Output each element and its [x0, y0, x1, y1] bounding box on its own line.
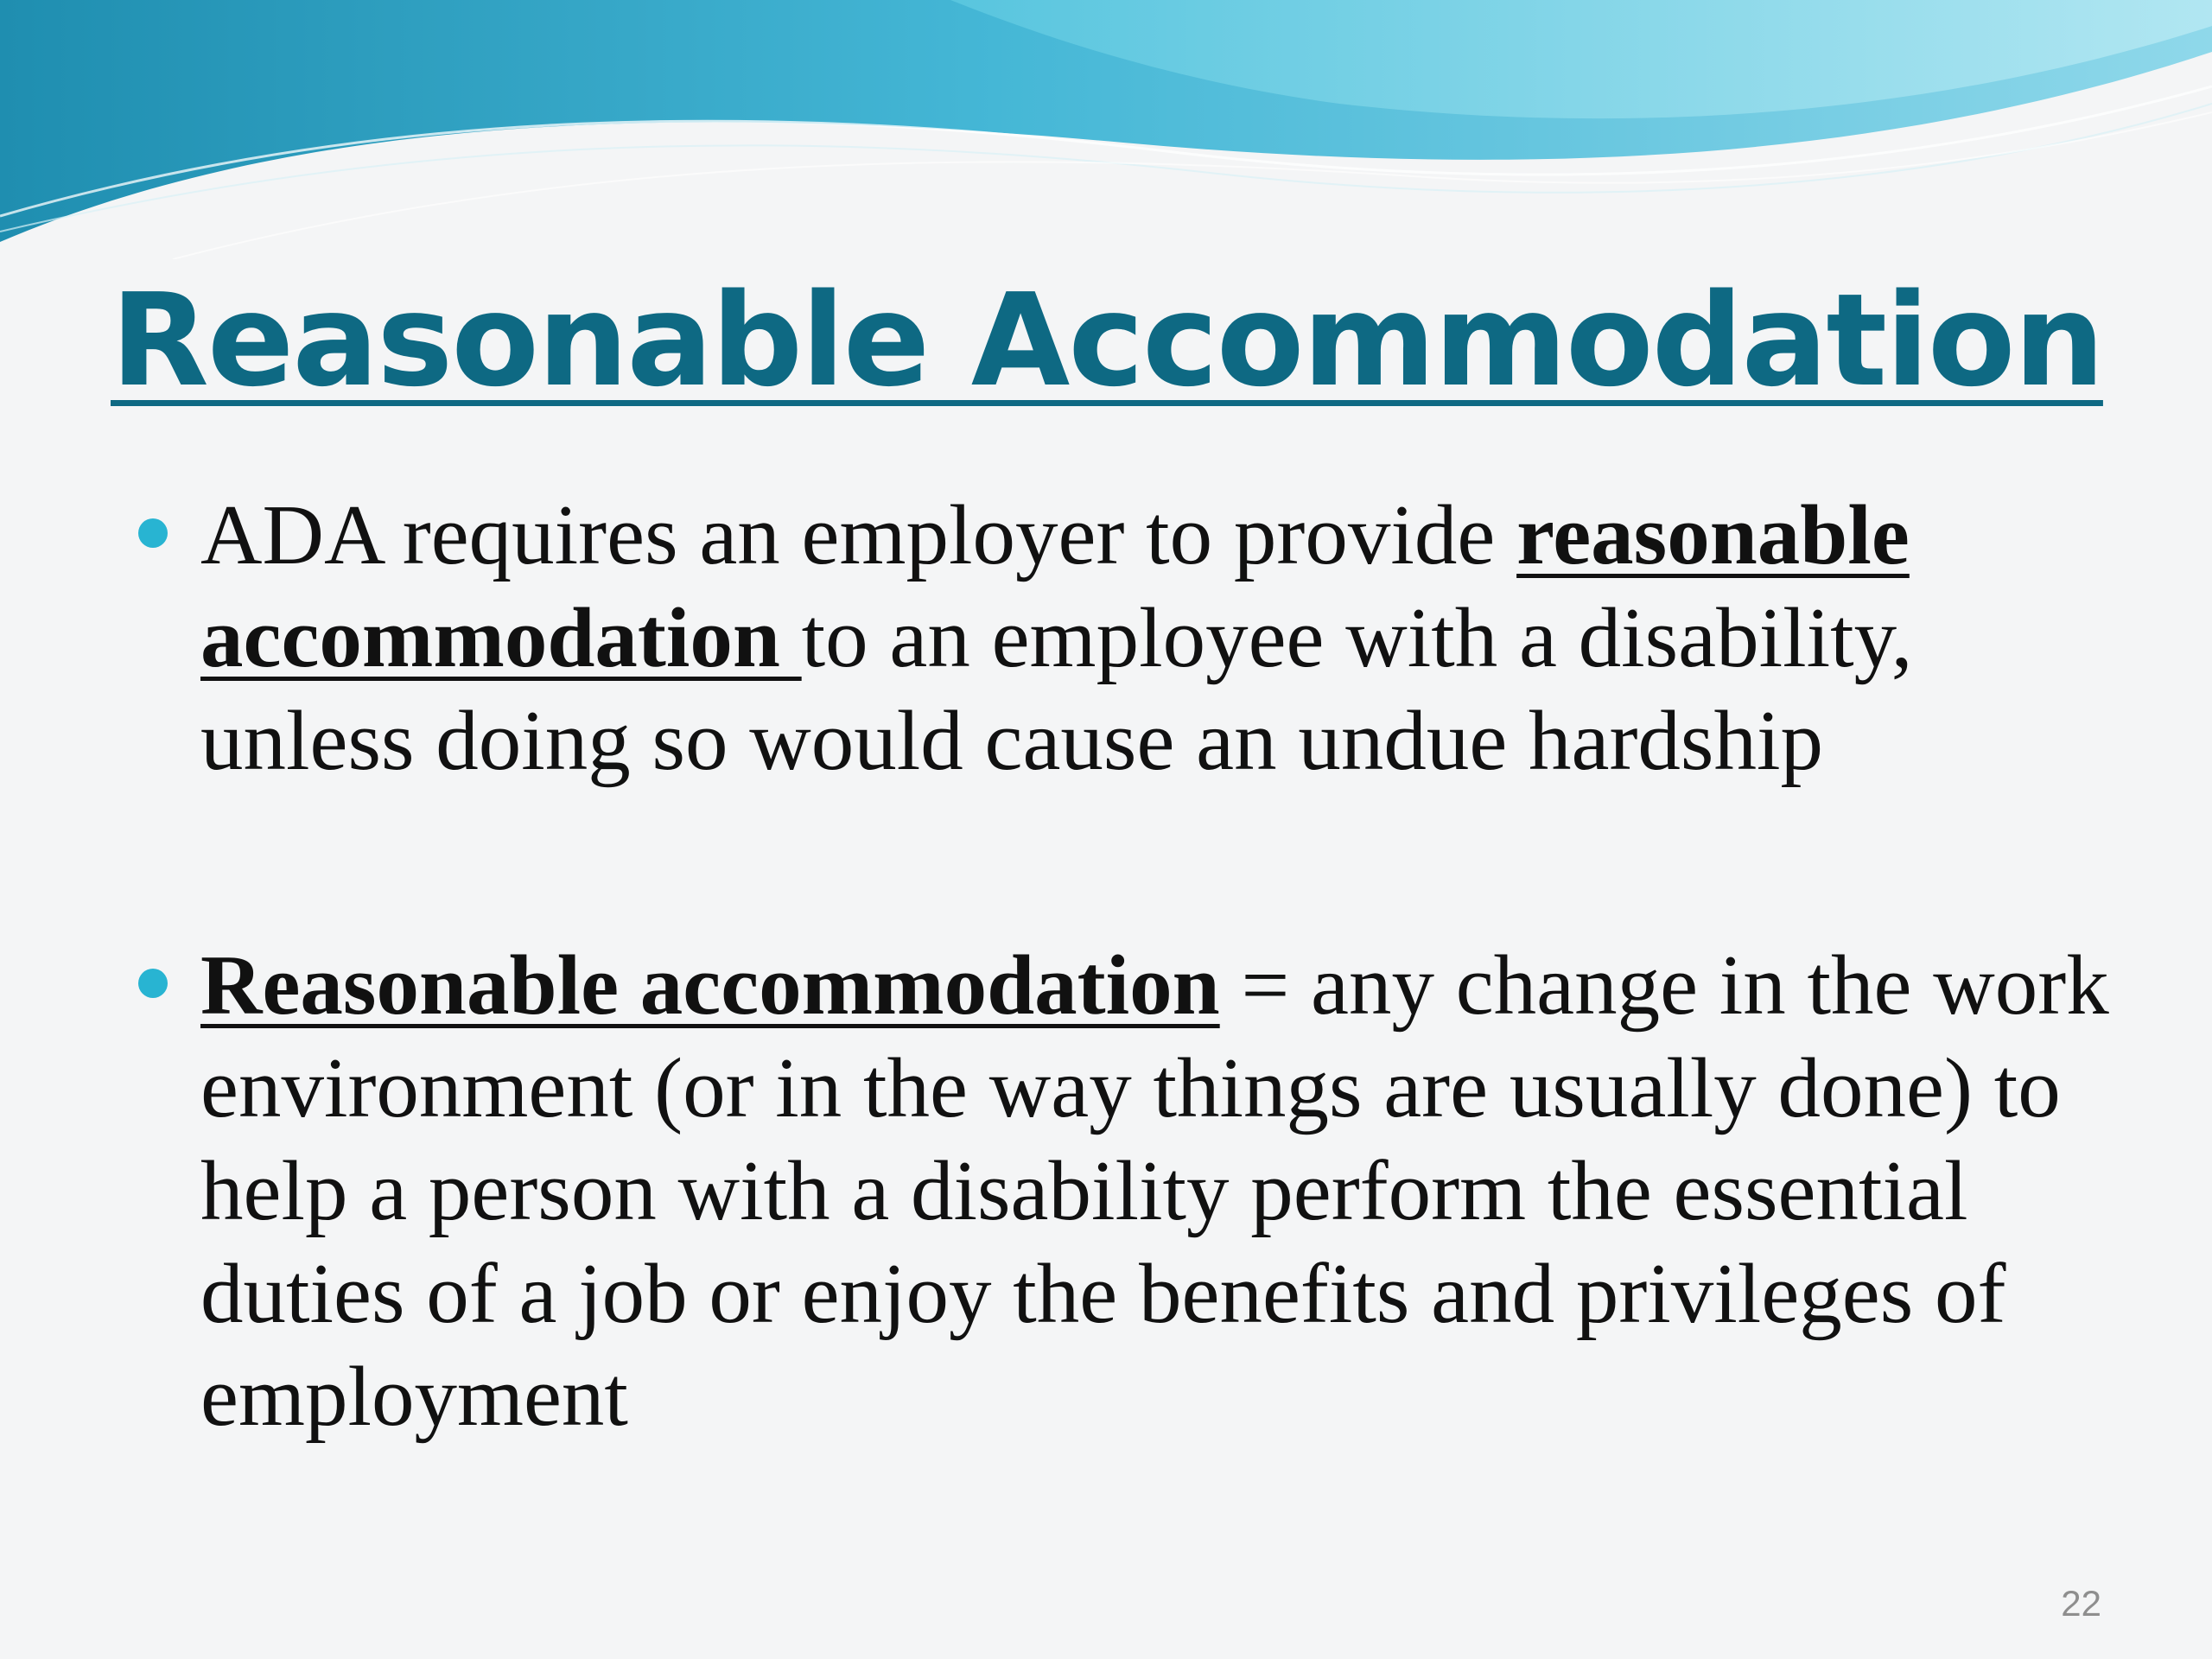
bullet-list	[138, 484, 2126, 1448]
bullet-circle-icon	[138, 969, 168, 998]
definition-text: = any change in the work environment (or in the way things are usually done) to help a person with a disability perform the essential duties of a job or enjoy the benefits and privileges of employment	[200, 938, 2109, 1444]
bullet-ada-requirement	[138, 484, 2126, 792]
bullet-definition	[138, 934, 2126, 1448]
term-reasonable-accommodation: reasonable accommodation	[200, 488, 1910, 685]
slide-title: Reasonable Accommodation	[111, 266, 2103, 415]
header-wave-decoration	[0, 0, 2212, 259]
bullet-text: to an employee with a disability, unless doing so would cause an undue hardship	[200, 591, 1913, 788]
bullet-text: ADA requires an employer to provide	[200, 488, 1517, 582]
bullet-circle-icon	[138, 518, 168, 548]
defined-term: Reasonable accommodation	[200, 938, 1220, 1033]
page-number: 22	[2061, 1583, 2101, 1624]
